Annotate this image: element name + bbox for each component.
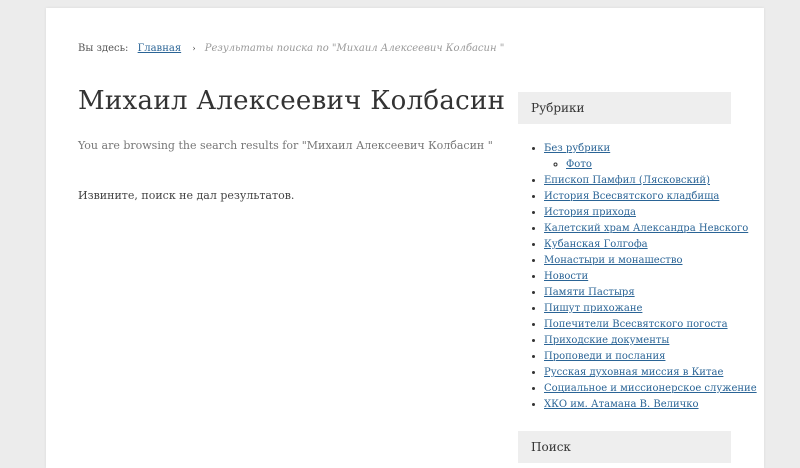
breadcrumb-label: Вы здесь: [78,43,129,54]
page-container [46,8,764,468]
category-item [544,141,757,157]
category-link[interactable]: Монастыри и монашество [544,255,683,266]
breadcrumb-home-link[interactable]: Главная [137,43,182,54]
category-link[interactable]: История Всесвятского кладбища [544,191,720,202]
category-link[interactable]: Пишут прихожане [544,303,643,314]
breadcrumb-current: Результаты поиска по "Михаил Алексеевич Колбасин " [204,43,505,54]
search-results-subtitle: You are browsing the search results for "Михаил Алексеевич Колбасин " [78,139,493,152]
category-link[interactable]: ХКО им. Атамана В. Величко [544,399,699,410]
category-item [544,189,757,205]
category-link[interactable]: Социальное и миссионерское служение [544,383,757,394]
category-link[interactable]: Епископ Памфил (Лясковский) [544,175,710,186]
category-subitem [566,157,757,173]
page-title: Михаил Алексеевич Колбасин [78,86,506,116]
category-link[interactable]: Памяти Пастыря [544,287,635,298]
category-item [544,397,757,413]
category-link[interactable]: Фото [566,159,592,170]
category-link[interactable]: Без рубрики [544,143,611,154]
rubrics-widget-title: Рубрики [518,92,731,124]
category-item [544,381,757,397]
category-link[interactable]: Приходские документы [544,335,670,346]
category-item [544,173,757,189]
no-results-message: Извините, поиск не дал результатов. [78,189,295,202]
category-link[interactable]: Новости [544,271,589,282]
category-item [544,349,757,365]
category-item [544,285,757,301]
category-item [544,365,757,381]
breadcrumb-separator-icon: › [192,44,196,53]
category-link[interactable]: Кубанская Голгофа [544,239,648,250]
category-item [544,253,757,269]
category-link[interactable]: Русская духовная миссия в Китае [544,367,724,378]
category-item [544,301,757,317]
category-item [544,237,757,253]
category-link[interactable]: Попечители Всесвятского погоста [544,319,728,330]
search-widget-title: Поиск [518,431,731,463]
category-link[interactable]: История прихода [544,207,636,218]
category-item [544,269,757,285]
category-item [544,317,757,333]
category-item [544,333,757,349]
breadcrumb [78,43,504,54]
category-link[interactable]: Калетский храм Александра Невского [544,223,749,234]
category-item [544,221,757,237]
category-list [530,141,757,413]
category-item [544,205,757,221]
category-link[interactable]: Проповеди и послания [544,351,666,362]
